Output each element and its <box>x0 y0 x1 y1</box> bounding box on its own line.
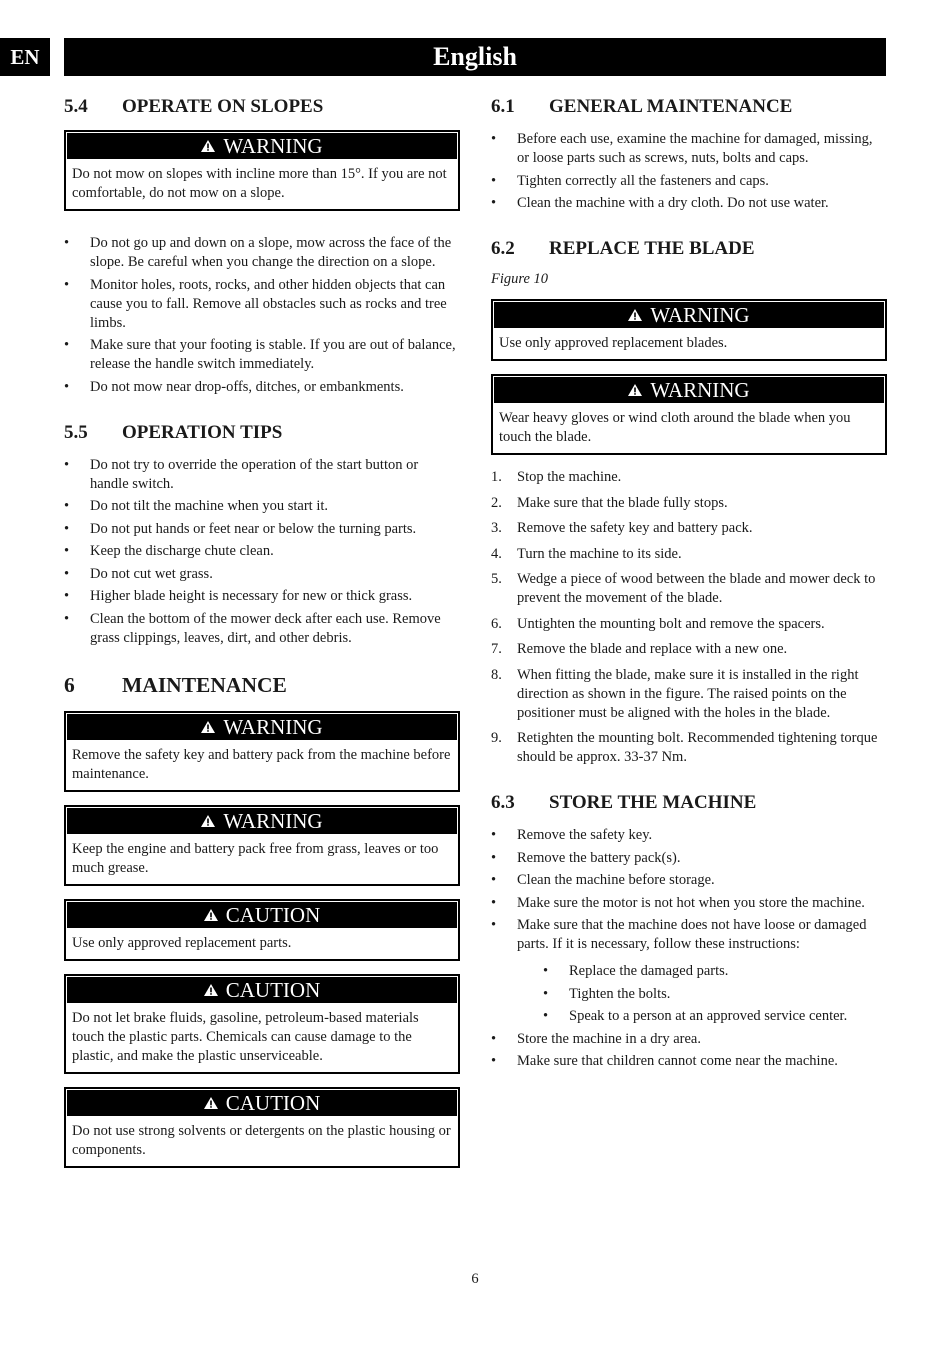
step-item: 6. Untighten the mounting bolt and remove the spacers. <box>491 615 825 632</box>
step-item: 4. Turn the machine to its side. <box>491 545 682 562</box>
notice-header <box>67 133 457 159</box>
list-item: • Do not try to override the operation of the start button or handle switch. <box>64 456 419 492</box>
step-number: 5. <box>491 571 502 587</box>
bullet-marker: • <box>491 131 497 147</box>
step-item: 3. Remove the safety key and battery pack. <box>491 520 753 536</box>
list-item: • Remove the safety key. <box>491 827 653 843</box>
notice-text: Keep the engine and battery pack free from grass, leaves or too much grease. <box>72 840 439 876</box>
bullet-list <box>491 826 887 1071</box>
sub-list-item: • Replace the damaged parts. <box>543 963 729 979</box>
notice-header <box>67 902 457 928</box>
warning-triangle-icon <box>201 721 215 733</box>
list-item: • Make sure the motor is not hot when you store the machine. <box>491 894 865 911</box>
notice-label: CAUTION <box>225 977 321 1002</box>
step-number: 1. <box>491 469 502 485</box>
bullet-marker: • <box>491 894 497 911</box>
section-heading-6-2 <box>491 236 887 262</box>
list-item: • Make sure that children cannot come near the machine. <box>491 1053 838 1069</box>
warning-triangle-icon <box>204 909 218 921</box>
bullet-marker: • <box>491 172 497 189</box>
right-column <box>491 94 887 1084</box>
step-number: 2. <box>491 494 502 511</box>
warning-triangle-icon <box>204 1097 218 1109</box>
section-title: OPERATE ON SLOPES <box>122 96 324 117</box>
step-item: 5. Wedge a piece of wood between the blade and mower deck to prevent the movement of the blade. <box>491 571 876 606</box>
section-number: 5.4 <box>64 96 88 117</box>
notice-header <box>67 808 457 834</box>
list-item: • Do not put hands or feet near or below the turning parts. <box>64 520 417 537</box>
warning-box <box>64 805 460 886</box>
notice-label: WARNING <box>223 134 323 158</box>
step-number: 3. <box>491 520 502 536</box>
list-item: • Make sure that the machine does not have loose or damaged parts. If it is necessary, follow these instructions: • Replace the damaged parts. • Tighten the bolts. • Speak to a person at an approved service center. <box>491 916 887 1026</box>
list-item: • Store the machine in a dry area. <box>491 1030 701 1047</box>
bullet-marker: • <box>491 827 497 843</box>
section-heading-5-4 <box>64 94 460 120</box>
sub-list-item: • Tighten the bolts. <box>543 985 671 1002</box>
notice-label: CAUTION <box>225 1090 321 1115</box>
step-item: 2. Make sure that the blade fully stops. <box>491 494 728 511</box>
list-item: • Clean the bottom of the mower deck after each use. Remove grass clippings, leaves, dirt, and other debris. <box>64 610 441 646</box>
notice-header <box>494 302 884 328</box>
section-title: GENERAL MAINTENANCE <box>549 96 793 117</box>
list-item: • Clean the machine with a dry cloth. Do not use water. <box>491 195 829 211</box>
notice-label: WARNING <box>223 714 323 739</box>
notice-text: Use only approved replacement blades. <box>499 335 728 351</box>
list-item: • Do not cut wet grass. <box>64 565 213 582</box>
list-item: • Make sure that your footing is stable. If you are out of balance, release the handle switch immediately. <box>64 337 456 372</box>
bullet-list <box>64 234 460 397</box>
bullet-marker: • <box>543 985 549 1002</box>
section-number: 6.2 <box>491 238 515 259</box>
step-number: 9. <box>491 730 502 746</box>
bullet-marker: • <box>491 1030 497 1047</box>
list-item: • Keep the discharge chute clean. <box>64 543 274 559</box>
list-item: • Do not go up and down on a slope, mow across the face of the slope. Be careful when you change the direction on a slope. <box>64 235 452 270</box>
step-number: 6. <box>491 615 502 632</box>
bullet-marker: • <box>64 610 70 627</box>
bullet-marker: • <box>64 456 70 473</box>
sub-list-item: • Speak to a person at an approved service center. <box>543 1008 848 1024</box>
section-title: STORE THE MACHINE <box>549 792 757 813</box>
list-item: • Do not tilt the machine when you start it. <box>64 498 328 514</box>
warning-triangle-icon <box>628 384 642 396</box>
warning-box <box>491 299 887 361</box>
step-number: 8. <box>491 666 502 683</box>
step-item: 8. When fitting the blade, make sure it is installed in the right direction as shown in the figure. The raised points on the positioner must be aligned with the holes in the blade. <box>491 666 859 721</box>
caution-box <box>64 1087 460 1168</box>
figure-reference: Figure 10 <box>491 271 549 287</box>
bullet-marker: • <box>491 1053 497 1069</box>
page-number: 6 <box>471 1271 479 1287</box>
list-item: • Do not mow near drop-offs, ditches, or embankments. <box>64 378 404 395</box>
notice-header <box>67 1090 457 1116</box>
step-item: 7. Remove the blade and replace with a new one. <box>491 641 788 657</box>
left-column <box>64 94 460 1181</box>
bullet-marker: • <box>64 520 70 537</box>
step-number: 7. <box>491 641 502 657</box>
chapter-title: MAINTENANCE <box>122 672 287 697</box>
bullet-marker: • <box>64 498 70 514</box>
bullet-marker: • <box>64 588 70 604</box>
language-title-bar: English <box>64 38 886 76</box>
section-heading-5-5 <box>64 420 460 446</box>
notice-text: Do not use strong solvents or detergents on the plastic housing or components. <box>72 1122 451 1158</box>
list-item: • Higher blade height is necessary for new or thick grass. <box>64 588 413 604</box>
bullet-marker: • <box>491 917 497 933</box>
notice-header <box>67 714 457 740</box>
warning-box <box>491 374 887 455</box>
notice-label: WARNING <box>650 303 750 327</box>
bullet-marker: • <box>491 195 497 211</box>
list-item: • Remove the battery pack(s). <box>491 849 681 866</box>
notice-text: Do not mow on slopes with incline more than 15°. If you are not comfortable, do not mow on a slope. <box>72 166 447 201</box>
warning-box <box>64 130 460 211</box>
bullet-marker: • <box>543 1008 549 1024</box>
bullet-marker: • <box>64 235 70 251</box>
section-title: REPLACE THE BLADE <box>549 238 755 259</box>
language-tab: EN <box>0 38 50 76</box>
notice-text: Do not let brake fluids, gasoline, petroleum-based materials touch the plastic parts. Chemicals can cause damage to the plastic, and make the plastic unserviceable. <box>72 1009 419 1064</box>
list-item: • Tighten correctly all the fasteners and caps. <box>491 172 769 189</box>
step-item: 1. Stop the machine. <box>491 469 622 485</box>
bullet-marker: • <box>64 337 70 353</box>
notice-text: Wear heavy gloves or wind cloth around the blade when you touch the blade. <box>499 410 851 445</box>
list-item: • Monitor holes, roots, rocks, and other hidden objects that can cause you to fall. Remove all obstacles such as rocks and tree limbs. <box>64 276 447 331</box>
chapter-number: 6 <box>64 672 75 697</box>
list-item: • Before each use, examine the machine for damaged, missing, or loose parts such as screws, nuts, bolts and caps. <box>491 131 873 166</box>
bullet-marker: • <box>64 378 70 395</box>
section-number: 6.3 <box>491 792 515 813</box>
notice-text: Use only approved replacement parts. <box>72 934 292 951</box>
warning-triangle-icon <box>201 815 215 827</box>
notice-label: CAUTION <box>225 902 321 927</box>
bullet-marker: • <box>64 543 70 559</box>
section-title: OPERATION TIPS <box>122 421 283 443</box>
chapter-heading-6 <box>64 671 460 699</box>
bullet-marker: • <box>64 565 70 582</box>
section-number: 6.1 <box>491 96 515 117</box>
section-number: 5.5 <box>64 421 88 443</box>
sub-bullet-list <box>517 962 887 1026</box>
bullet-marker: • <box>491 872 497 888</box>
warning-triangle-icon <box>204 984 218 996</box>
notice-header <box>67 977 457 1003</box>
caution-box <box>64 974 460 1074</box>
bullet-list <box>64 456 460 648</box>
warning-box <box>64 711 460 792</box>
notice-header <box>494 377 884 403</box>
caution-box <box>64 899 460 961</box>
section-heading-6-3 <box>491 790 887 816</box>
bullet-marker: • <box>64 276 70 293</box>
warning-triangle-icon <box>201 140 215 152</box>
notice-label: WARNING <box>223 808 323 833</box>
notice-label: WARNING <box>650 378 750 402</box>
section-heading-6-1 <box>491 94 887 120</box>
notice-text: Remove the safety key and battery pack from the machine before maintenance. <box>72 746 451 782</box>
list-item: • Clean the machine before storage. <box>491 872 715 888</box>
step-item: 9. Retighten the mounting bolt. Recommended tightening torque should be approx. 33-37 Nm. <box>491 730 878 765</box>
warning-triangle-icon <box>628 309 642 321</box>
bullet-marker: • <box>491 849 497 866</box>
bullet-marker: • <box>543 963 549 979</box>
bullet-list <box>491 130 887 213</box>
step-number: 4. <box>491 545 502 562</box>
numbered-steps <box>491 468 887 767</box>
